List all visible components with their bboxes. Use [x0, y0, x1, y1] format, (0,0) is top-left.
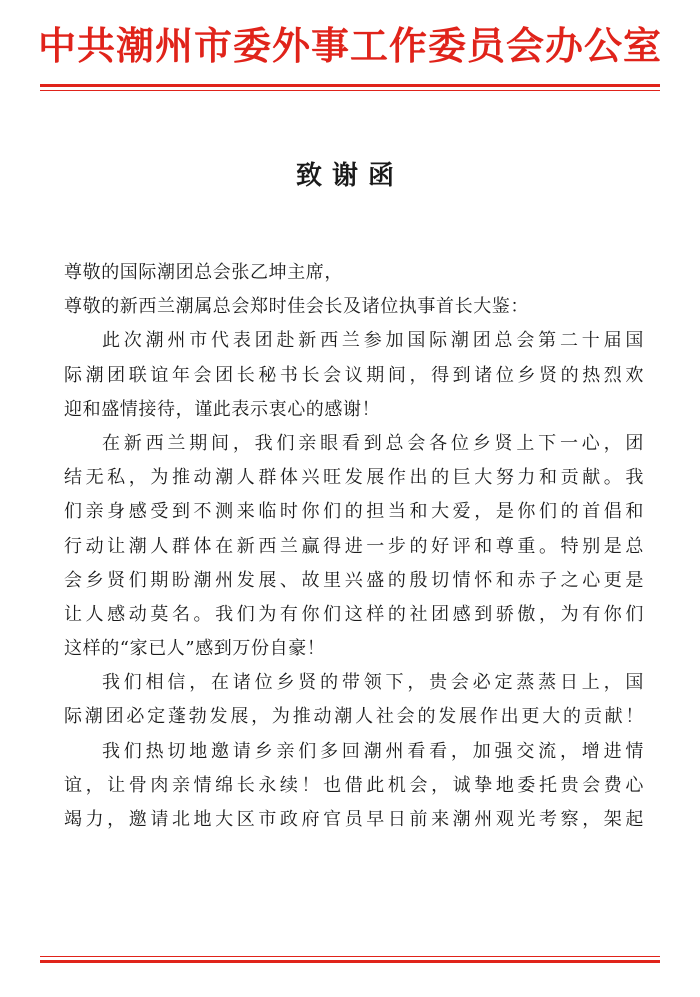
paragraph-line: 结无私，为推动潮人群体兴旺发展作出的巨大努力和贡献。我 — [64, 467, 644, 489]
paragraph-line: 竭力，邀请北地大区市政府官员早日前来潮州观光考察，架起 — [64, 809, 644, 830]
paragraph-line: 迎和盛情接待，谨此表示衷心的感谢！ — [64, 398, 381, 420]
footer-rule-thick — [40, 960, 660, 963]
letterhead-rule-thin — [40, 90, 660, 91]
paragraph-line: 在新西兰期间，我们亲眼看到总会各位乡贤上下一心，团 — [102, 432, 644, 454]
letter-body — [64, 256, 644, 837]
paragraph-line: 让人感动莫名。我们为有你们这样的社团感到骄傲，为有你们 — [64, 603, 644, 625]
paragraph-line: 行动让潮人群体在新西兰赢得进一步的好评和尊重。特别是总 — [64, 535, 644, 557]
paragraph-line: 谊，让骨肉亲情绵长永续！也借此机会，诚挚地委托贵会费心 — [64, 774, 644, 796]
footer-rule-thin — [40, 956, 660, 957]
paragraph-line: 们亲身感受到不测来临时你们的担当和大爱，是你们的首倡和 — [64, 501, 644, 523]
paragraph-line: 际潮团必定蓬勃发展，为推动潮人社会的发展作出更大的贡献！ — [64, 706, 644, 728]
document-title: 致谢函 — [295, 161, 404, 191]
letterhead-rule-thick — [40, 84, 660, 87]
paragraph-line: 我们热切地邀请乡亲们多回潮州看看，加强交流，增进情 — [102, 740, 644, 762]
letterhead-title: 中共潮州市委外事工作委员会办公室 — [37, 23, 662, 68]
paragraph-line: 际潮团联谊年会团长秘书长会议期间，得到诸位乡贤的热烈欢 — [64, 364, 644, 386]
paragraph-line: 我们相信，在诸位乡贤的带领下，贵会必定蒸蒸日上，国 — [102, 672, 644, 694]
salutation-line: 尊敬的新西兰潮属总会郑时佳会长及诸位执事首长大鉴： — [64, 296, 529, 318]
salutation-line: 尊敬的国际潮团总会张乙坤主席， — [64, 262, 343, 283]
paragraph-line: 这样的“家已人”感到万份自豪！ — [64, 638, 326, 660]
paragraph-line: 会乡贤们期盼潮州发展、故里兴盛的殷切情怀和赤子之心更是 — [64, 569, 644, 591]
paragraph-line: 此次潮州市代表团赴新西兰参加国际潮团总会第二十届国 — [102, 330, 644, 352]
